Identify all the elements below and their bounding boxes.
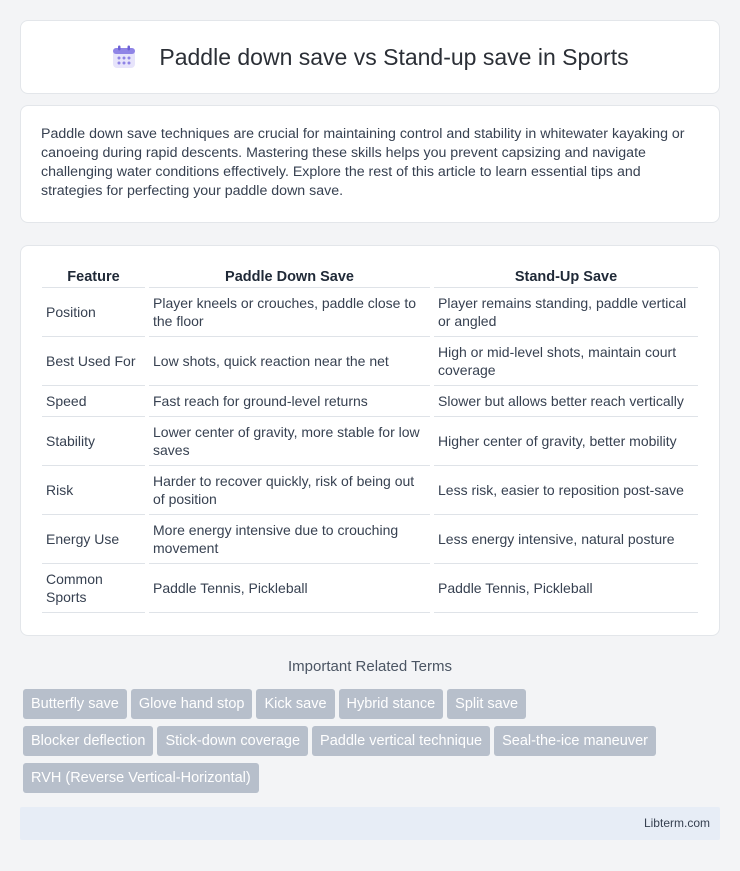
table-header-stand-up: Stand-Up Save (434, 266, 698, 288)
table-cell-paddle-down: Player kneels or crouches, paddle close to the floor (149, 290, 430, 337)
table-cell-paddle-down: Harder to recover quickly, risk of being out of position (149, 468, 430, 515)
intro-card (20, 105, 720, 223)
table-cell-stand-up: Less risk, easier to reposition post-save (434, 468, 698, 515)
table-header-feature: Feature (42, 266, 145, 288)
table-cell-feature: Energy Use (42, 517, 145, 564)
table-cell-stand-up: Less energy intensive, natural posture (434, 517, 698, 564)
footer (20, 807, 720, 840)
table-cell-paddle-down: More energy intensive due to crouching movement (149, 517, 430, 564)
footer-brand[interactable]: Libterm.com (643, 816, 710, 830)
tag-glove-hand-stop[interactable]: Glove hand stop (131, 689, 253, 719)
table-header-paddle-down: Paddle Down Save (149, 266, 430, 288)
tag-split-save[interactable]: Split save (447, 689, 526, 719)
tag-hybrid-stance[interactable]: Hybrid stance (339, 689, 444, 719)
comparison-table (38, 264, 702, 615)
table-cell-feature: Stability (42, 419, 145, 466)
table-row (42, 468, 698, 515)
table-cell-paddle-down: Low shots, quick reaction near the net (149, 339, 430, 386)
related-terms-tags (23, 689, 723, 800)
tag-stick-down-coverage[interactable]: Stick-down coverage (157, 726, 308, 756)
table-row (42, 339, 698, 386)
tag-rvh[interactable]: RVH (Reverse Vertical-Horizontal) (23, 763, 259, 793)
table-row (42, 566, 698, 613)
table-cell-paddle-down: Lower center of gravity, more stable for low saves (149, 419, 430, 466)
table-cell-feature: Position (42, 290, 145, 337)
table-row (42, 419, 698, 466)
table-cell-stand-up: Higher center of gravity, better mobility (434, 419, 698, 466)
table-cell-paddle-down: Fast reach for ground-level returns (149, 388, 430, 417)
table-cell-stand-up: Player remains standing, paddle vertical or angled (434, 290, 698, 337)
table-row (42, 517, 698, 564)
table-row (42, 290, 698, 337)
table-cell-stand-up: High or mid-level shots, maintain court coverage (434, 339, 698, 386)
tag-butterfly-save[interactable]: Butterfly save (23, 689, 127, 719)
table-cell-paddle-down: Paddle Tennis, Pickleball (149, 566, 430, 613)
comparison-table-card (20, 245, 720, 636)
table-cell-feature: Common Sports (42, 566, 145, 613)
table-header-row (42, 266, 698, 288)
table-cell-feature: Speed (42, 388, 145, 417)
calendar-icon (111, 44, 137, 70)
tag-paddle-vertical-technique[interactable]: Paddle vertical technique (312, 726, 490, 756)
intro-text: Paddle down save techniques are crucial for maintaining control and stability in whitewater kayaking or canoeing during rapid descents. Mastering these skills helps you prevent capsizing and navigate challenging water conditions effectively. Explore the rest of this article to learn essential tips and strategies for perfecting your paddle down save. (41, 126, 685, 199)
tag-seal-the-ice-maneuver[interactable]: Seal-the-ice maneuver (494, 726, 656, 756)
related-terms-title: Important Related Terms (288, 658, 452, 675)
table-cell-feature: Best Used For (42, 339, 145, 386)
page-title: Paddle down save vs Stand-up save in Sports (159, 43, 629, 70)
tag-kick-save[interactable]: Kick save (256, 689, 334, 719)
tag-blocker-deflection[interactable]: Blocker deflection (23, 726, 153, 756)
table-row (42, 388, 698, 417)
table-cell-feature: Risk (42, 468, 145, 515)
title-card (20, 20, 720, 94)
table-cell-stand-up: Slower but allows better reach vertically (434, 388, 698, 417)
table-cell-stand-up: Paddle Tennis, Pickleball (434, 566, 698, 613)
